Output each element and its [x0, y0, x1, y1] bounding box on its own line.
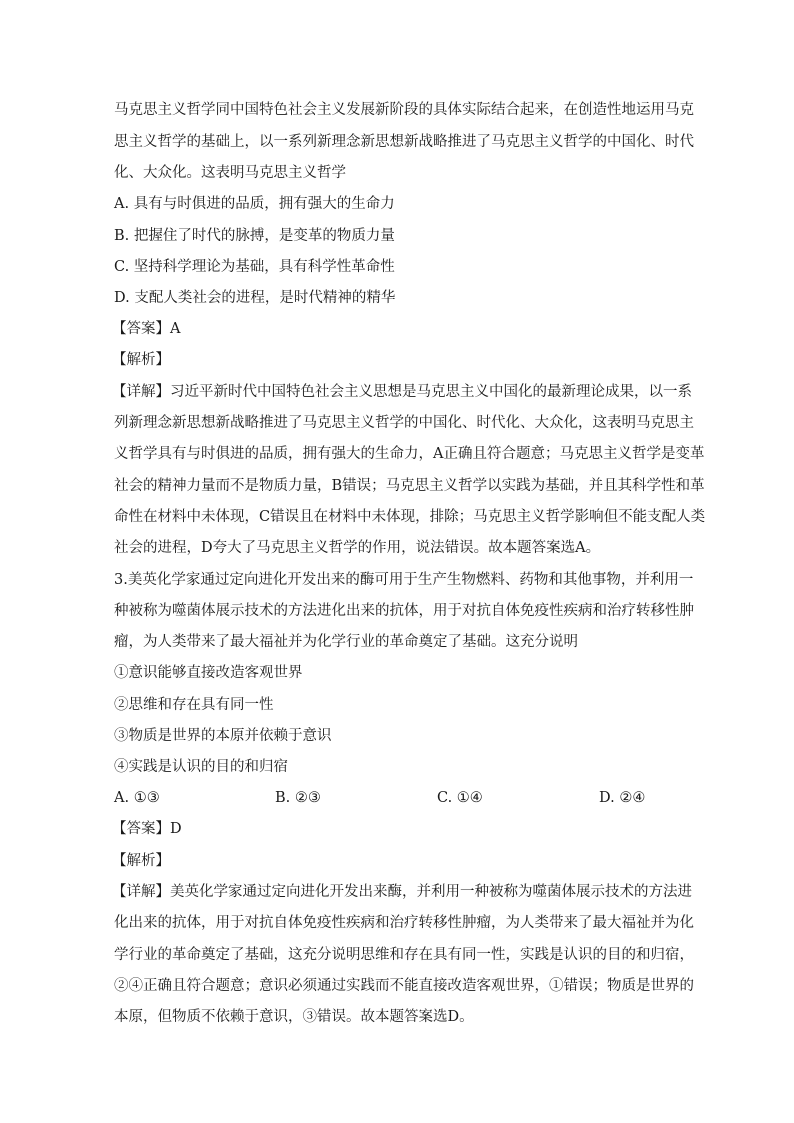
q3-detail-line-5: 本原，但物质不依赖于意识，③错误。故本题答案选D。	[114, 1009, 474, 1025]
q3-analysis-title: 【解析】	[112, 853, 170, 869]
q3-detail-line-2: 化出来的抗体，用于对抗自体免疫性疾病和治疗转移性肿瘤，为人类带来了最大福祉并为化	[114, 915, 694, 931]
q3-detail-line-3: 学行业的革命奠定了基础，这充分说明思维和存在具有同一性，实践是认识的目的和归宿，	[114, 947, 694, 963]
q3-stem-line-3: 瘤，为人类带来了最大福祉并为化学行业的革命奠定了基础。这充分说明	[114, 634, 578, 650]
q2-stem-line-1: 马克思主义哲学同中国特色社会主义发展新阶段的具体实际结合起来，在创造性地运用马克	[114, 102, 694, 118]
q2-stem-line-3: 化、大众化。这表明马克思主义哲学	[114, 165, 346, 181]
q3-detail-line-4: ②④正确且符合题意；意识必须通过实践而不能直接改造客观世界，①错误；物质是世界的	[114, 978, 694, 994]
q3-option-d: D. ②④	[599, 790, 646, 806]
q2-stem-line-2: 思主义哲学的基础上，以一系列新理念新思想新战略推进了马克思主义哲学的中国化、时代	[114, 134, 694, 150]
q2-detail-line-3: 义哲学具有与时俱进的品质，拥有强大的生命力，A正确且符合题意；马克思主义哲学是变革	[114, 446, 705, 462]
q2-analysis-title: 【解析】	[112, 352, 170, 368]
q2-option-b: B. 把握住了时代的脉搏，是变革的物质力量	[114, 228, 395, 244]
q2-detail-line-5: 命性在材料中未体现，C错误且在材料中未体现，排除；马克思主义哲学影响但不能支配人类	[114, 509, 706, 525]
q2-detail-line-4: 社会的精神力量而不是物质力量，B错误；马克思主义哲学以实践为基础，并且其科学性和革	[114, 478, 705, 494]
q2-detail-line-1: 【详解】习近平新时代中国特色社会主义思想是马克思主义中国化的最新理论成果，以一系	[112, 384, 692, 400]
q3-statement-2: ②思维和存在具有同一性	[114, 697, 274, 713]
q3-option-c: C. ①④	[437, 790, 483, 806]
q2-answer: 【答案】A	[112, 321, 181, 337]
q3-option-a: A. ①③	[114, 790, 160, 806]
q2-option-a: A. 具有与时俱进的品质，拥有强大的生命力	[114, 196, 395, 212]
q3-statement-1: ①意识能够直接改造客观世界	[114, 665, 303, 681]
q2-option-c: C. 坚持科学理论为基础，具有科学性革命性	[114, 259, 395, 275]
q2-detail-line-6: 社会的进程，D夸大了马克思主义哲学的作用，说法错误。故本题答案选A。	[114, 540, 601, 556]
q3-stem-line-2: 种被称为噬菌体展示技术的方法进化出来的抗体，用于对抗自体免疫性疾病和治疗转移性肿	[114, 603, 694, 619]
q3-detail-line-1: 【详解】美英化学家通过定向进化开发出来酶，并利用一种被称为噬菌体展示技术的方法进	[112, 884, 692, 900]
q3-answer: 【答案】D	[112, 821, 182, 837]
q3-statement-3: ③物质是世界的本原并依赖于意识	[114, 728, 332, 744]
q2-option-d: D. 支配人类社会的进程，是时代精神的精华	[114, 290, 396, 306]
q3-statement-4: ④实践是认识的目的和归宿	[114, 759, 288, 775]
q2-detail-line-2: 列新理念新思想新战略推进了马克思主义哲学的中国化、时代化、大众化，这表明马克思主	[114, 415, 694, 431]
q3-stem-line-1: 3.美英化学家通过定向进化开发出来的酶可用于生产生物燃料、药物和其他事物，并利用一	[114, 572, 694, 588]
q3-option-b: B. ②③	[275, 790, 321, 806]
